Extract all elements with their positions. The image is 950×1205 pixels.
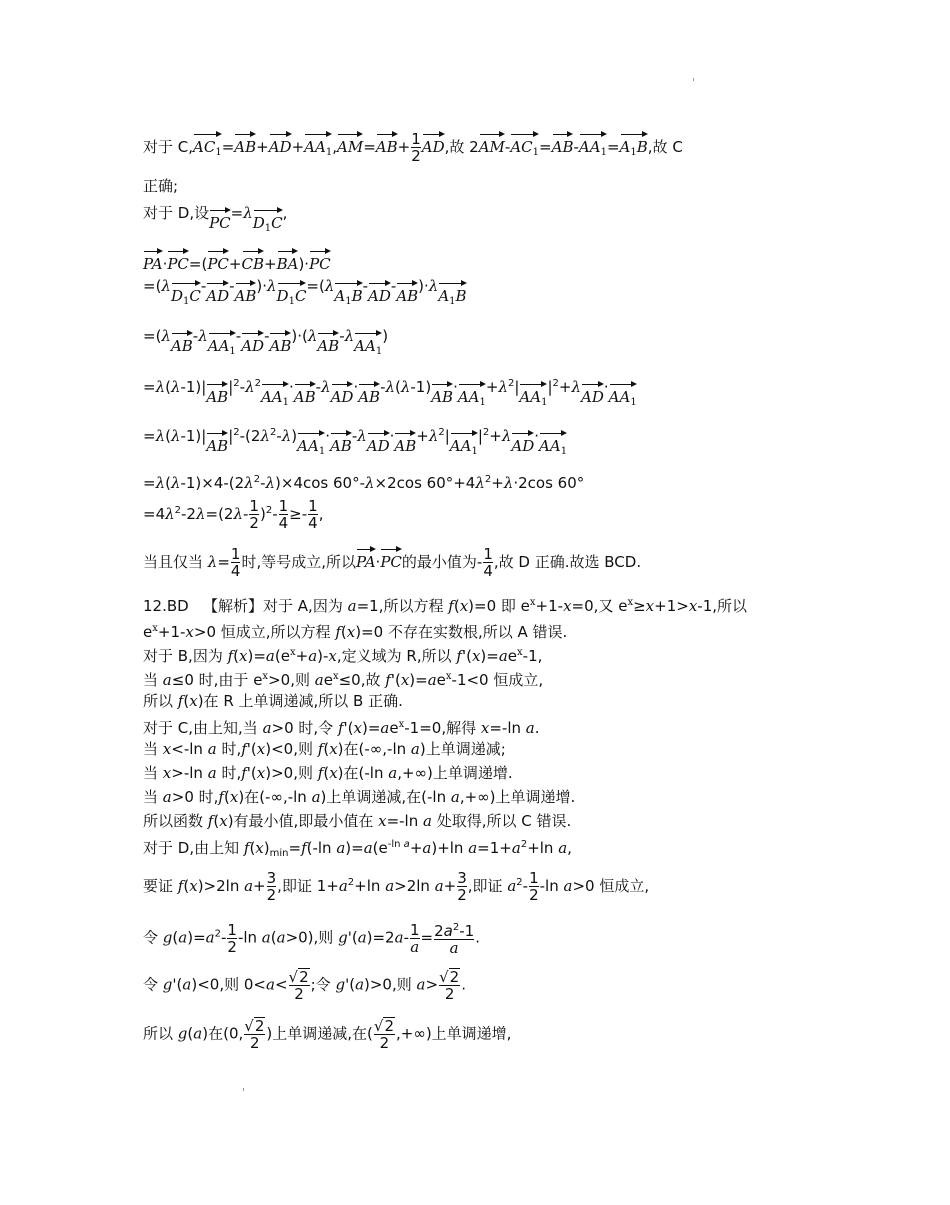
vector-PC: PC — [380, 546, 402, 572]
line-q12-b2: 当 a≤0 时,由于 $e^x>0$,则 $ae^x\le 0$,故 $f'(x)=ae^x-1<0$ 恒成立, — [143, 671, 544, 689]
vector-AD: AD — [269, 131, 292, 157]
fraction: $\frac{3}{2}$ — [457, 869, 467, 904]
vector-PA: PA — [356, 546, 376, 572]
text: 上单调递减; — [425, 740, 506, 758]
fraction: $\frac{1}{4}$ — [308, 497, 318, 532]
vector-PA: PA — [143, 248, 163, 274]
text: 时, — [221, 740, 242, 758]
line-d-7: $=4\lambda^2-2\lambda=(2\lambda-$ $\frac{1}{2}$ )$^2$- $\frac{1}{4}$ ≥- $\frac{1}{4}$ , — [143, 497, 324, 532]
vector-AB: AB — [206, 430, 228, 456]
line-d-3: =(λAB-λAA$_1$-AD-AB)·(λAB-λAA$_1$) — [143, 326, 388, 362]
text: 所以 — [143, 1024, 174, 1043]
vector-AB: AB — [394, 430, 416, 456]
text: 恒成立,所以方程 — [220, 623, 331, 641]
line-q12-b1: 对于 B,因为 $f(x)=a(e^x+a)-x$,定义域为 R,所以 $f'(x)=ae^x-1$, — [143, 647, 543, 665]
vector-AC1: $AC_1$ — [510, 131, 539, 163]
fraction: $\frac{√2}{2}$ — [288, 968, 309, 1003]
text: 即 — [500, 597, 516, 615]
text: 当 — [143, 740, 159, 758]
text: 有最小值,即最小值在 — [233, 812, 374, 830]
vector-D1C: $D_1C$ — [171, 280, 201, 312]
vector-D1C: $D_1C$ — [253, 207, 283, 239]
text: ,即证 — [277, 877, 312, 895]
text: 时, — [221, 764, 242, 782]
line-q12-d1: 对于 D,由上知 $f(x)_{min}=f(-\ln$ $a)=a(e^{-ln a}+a)+\ln$ $a=1+a^2+\ln$ a, — [143, 839, 572, 859]
text: 时,由于 — [198, 671, 249, 689]
fraction: $\frac{1}{2}$ — [411, 130, 421, 165]
vector-AA1: $AA_1$ — [539, 430, 567, 462]
text: 对于 A,因为 — [263, 597, 343, 615]
vector-A1B: $A_1B$ — [334, 280, 362, 312]
text: 对于 C,由上知,当 — [143, 719, 258, 737]
line-d-5: $=\lambda(\lambda-1)|AB|^2-(2\lambda^2-\lambda)AA_1\cdot AB-\lambda AD\cdot AB+\lambda^2|AA_1|^2+\lambda AD\cdot AA_1$ — [143, 423, 567, 462]
question-number: 12.BD — [143, 597, 189, 615]
text: 在 — [343, 740, 359, 758]
line-d-end: 当且仅当 λ= $\frac{1}{4}$ 时,等号成立,所以PA·PC的最小值为- $\frac{1}{4}$ ,故 D 正确.故选 BCD. — [143, 545, 642, 580]
vector-AB: AB — [552, 131, 574, 157]
vector-AA1: $AA_1$ — [304, 131, 332, 163]
fraction: $\frac{1}{a}$ — [409, 920, 420, 956]
text: 处取得,所以 C 错误. — [436, 812, 572, 830]
vector-AA1: $AA_1$ — [261, 381, 289, 413]
text: 所以方程 — [383, 597, 444, 615]
text: 对于 D,由上知 — [143, 839, 240, 857]
line-q12-d2: 要证 f(x)>2ln a+ $\frac{3}{2}$ ,即证 $1+a^2+\ln$ a>2ln a+ $\frac{3}{2}$ ,即证 $a^2-$ $\frac{1}{2}$ -ln a>0 恒成立, — [143, 869, 650, 904]
vector-AD: AD — [368, 280, 391, 306]
text: ,则 — [290, 671, 310, 689]
text: 时,令 — [298, 719, 334, 737]
vector-AD: AD — [367, 430, 390, 456]
fraction: $\frac{2a^2-1}{a}$ — [434, 922, 475, 957]
line-d-6: $=\lambda(\lambda-1)\times 4-(2\lambda^2-\lambda)\times 4\cos$ 60°-λ×2cos $60^\circ+4\lambda^2+\lambda\cdot 2\cos$ 60° — [143, 474, 585, 492]
vector-AB: AB — [269, 330, 291, 356]
text: ,即证 — [467, 877, 503, 895]
vector-AA1: $AA_1$ — [354, 330, 382, 362]
text: 要证 — [143, 877, 174, 895]
fraction: $\frac{√2}{2}$ — [439, 968, 460, 1003]
line-q12-a: 12.BD 【解析】对于 A,因为 a=1,所以方程 f(x)=0 即 $e^x+1-x=0$,又 $e^x\ge x+1>x-1$,所以 — [143, 597, 748, 615]
vector-PC: PC — [207, 248, 229, 274]
line-d-2: $=(\lambda D_1C-AD-AB)\cdot\lambda D_1C=(\lambda A_1B-AD-AB)\cdot\lambda A_1B$ — [143, 276, 467, 312]
vector-AD: AD — [206, 280, 229, 306]
line-q12-c4: 当 a>0 时,f(x)在(-∞,-ln a)上单调递减,在(-ln a,+∞)上单调递增. — [143, 788, 576, 806]
vector-AB: AB — [317, 330, 339, 356]
vector-AB: AB — [376, 131, 398, 157]
vector-AB: AB — [206, 381, 228, 407]
vector-AC1: $AC_1$ — [193, 131, 222, 163]
text: 在 — [208, 1024, 224, 1043]
text: ,则 — [219, 975, 240, 994]
text: 当 — [143, 764, 159, 782]
text: 恒成立, — [493, 671, 544, 689]
line-q12-a2: $e^x+1-x>0$ 恒成立,所以方程 f(x)=0 不存在实数根,所以 A 错误. — [143, 623, 568, 641]
line-q12-d3: 令 $g(a)=a^2-$ $\frac{1}{2}$ -ln a(a>0),则 g'(a)=2a- $\frac{1}{a}$ = $\frac{2a^2-1}{a}$ . — [143, 920, 480, 957]
fraction: $\frac{1}{2}$ — [529, 869, 539, 904]
line-d-4: $=\lambda(\lambda-1)|AB|^2-\lambda^2AA_1\cdot AB-\lambda AD\cdot AB-\lambda(\lambda-1)AB\cdot AA_1+\lambda^2|AA_1|^2+\lambda AD\cdot AA_1$ — [143, 374, 637, 413]
vector-AM: AM — [337, 131, 363, 157]
line-c-correct — [143, 176, 178, 196]
text: 的最小值为- — [401, 553, 483, 571]
text: 当 — [143, 671, 159, 689]
line-d-1: PA·PC=(PC+CB+BA)·PC — [143, 248, 331, 274]
text: 所以 — [143, 692, 174, 710]
fraction: $\frac{√2}{2}$ — [373, 1017, 394, 1052]
text: 对于 D,设 — [143, 204, 210, 222]
text: ,解得 — [441, 719, 477, 737]
analysis-label: 【解析】 — [203, 597, 264, 615]
text: 上单调递减,在 — [326, 788, 422, 806]
line-q12-d4: 令 g'(a)<0,则 0<a< $\frac{√2}{2}$ ;令 g'(a)>0,则 a> $\frac{√2}{2}$ . — [143, 968, 466, 1003]
text: ,故 D 正确.故选 BCD. — [493, 553, 642, 571]
corner-mark-top — [693, 78, 694, 81]
text: 所以 — [717, 597, 748, 615]
vector-AA1: $AA_1$ — [208, 330, 236, 362]
line-q12-b3: 所以 f(x)在 R 上单调递减,所以 B 正确. — [143, 692, 403, 710]
vector-AD: AD — [331, 381, 354, 407]
vector-PC: PC — [309, 248, 331, 274]
line-q12-c1: 对于 C,由上知,当 a>0 时,令 $f'(x)=ae^x-1=0$,解得 x=-ln a. — [143, 719, 540, 737]
line-q12-c3: 当 x>-ln a 时,f'(x)>0,则 f(x)在(-ln a,+∞)上单调递增. — [143, 764, 513, 782]
text: 上单调递增, — [431, 1024, 512, 1043]
vector-AD: AD — [422, 131, 445, 157]
vector-AB: AB — [171, 330, 193, 356]
vector-A1B: $A_1B$ — [438, 280, 466, 312]
vector-D1C: $D_1C$ — [277, 280, 307, 312]
text: 当且仅当 — [143, 553, 204, 571]
vector-AB: AB — [294, 381, 316, 407]
text: 故 C — [652, 138, 683, 156]
corner-mark-bottom — [243, 1088, 244, 1091]
text: 令 — [143, 928, 159, 947]
text: 又 — [598, 597, 614, 615]
vector-AA1: $AA_1$ — [519, 381, 547, 413]
text: 对于 B,因为 — [143, 647, 223, 665]
text: 正确; — [143, 177, 179, 195]
text: 时,等号成立,所以 — [241, 553, 356, 571]
line-q12-d5: 所以 g(a)在(0, $\frac{√2}{2}$ )上单调递减,在( $\frac{√2}{2}$ ,+∞)上单调递增, — [143, 1017, 512, 1052]
vector-BA: BA — [277, 248, 299, 274]
vector-AB: AB — [431, 381, 453, 407]
line-d-set: 对于 D,设$PC=\lambda D_1C$, — [143, 203, 287, 239]
text: ,则 — [293, 764, 313, 782]
text: 不存在实数根,所以 A 错误. — [387, 623, 568, 641]
vector-AA1: $AA_1$ — [450, 430, 478, 462]
line-q12-c5: 所以函数 f(x)有最小值,即最小值在 x=-ln a 处取得,所以 C 错误. — [143, 812, 572, 830]
text: ,故 — [360, 671, 381, 689]
vector-A1B: $A_1B$ — [620, 131, 648, 163]
vector-PC: PC — [209, 207, 231, 233]
text: 上单调递增. — [495, 788, 576, 806]
vector-AM: AM — [479, 131, 505, 157]
vector-AD: AD — [511, 430, 534, 456]
text: 当 — [143, 788, 159, 806]
text: 在 — [244, 788, 260, 806]
text: 所以函数 — [143, 812, 204, 830]
text: ;令 — [310, 975, 331, 994]
vector-AD: AD — [581, 381, 604, 407]
vector-AA1: $AA_1$ — [297, 430, 325, 462]
vector-AB: AB — [330, 430, 352, 456]
fraction: $\frac{1}{2}$ — [227, 920, 237, 956]
fraction: $\frac{3}{2}$ — [266, 869, 277, 904]
text: ,则 — [391, 975, 412, 994]
text: ,则 — [293, 740, 313, 758]
vector-AB: AB — [358, 381, 380, 407]
text: 上单调递增. — [432, 764, 513, 782]
text: 上单调递减,在 — [272, 1024, 368, 1043]
line-q12-c2: 当 x<-ln a 时,f'(x)<0,则 f(x)在(-∞,-ln a)上单调递减; — [143, 740, 506, 758]
fraction: $\frac{√2}{2}$ — [244, 1017, 265, 1052]
text: 故 — [449, 138, 465, 156]
vector-AA1: $AA_1$ — [579, 131, 607, 163]
vector-AB: AB — [234, 131, 256, 157]
vector-AB: AB — [396, 280, 418, 306]
text: 对于 C, — [143, 138, 194, 156]
fraction: $\frac{1}{2}$ — [249, 497, 259, 532]
text: ,定义域为 R,所以 — [336, 647, 452, 665]
text: 在 — [343, 764, 359, 782]
text: 时, — [198, 788, 219, 806]
fraction: $\frac{1}{4}$ — [230, 545, 241, 580]
vector-CB: CB — [242, 248, 265, 274]
line-c-intro: 对于 $C,AC_1=AB+AD+AA_1,AM=AB+$ $\frac{1}{2}$ AD,故 $2AM-AC_1=AB-AA_1=A_1B$,故 C — [143, 130, 683, 165]
text: ,则 — [313, 928, 334, 947]
vector-AB: AB — [235, 280, 257, 306]
fraction: $\frac{1}{4}$ — [483, 545, 493, 580]
fraction: $\frac{1}{4}$ — [278, 497, 289, 532]
vector-PC: PC — [167, 248, 189, 274]
text: 恒成立, — [599, 877, 650, 895]
vector-AA1: $AA_1$ — [609, 381, 637, 413]
text: 在 R 上单调递减,所以 B 正确. — [203, 692, 403, 710]
vector-AA1: $AA_1$ — [458, 381, 486, 413]
vector-AD: AD — [241, 330, 264, 356]
text: 令 — [143, 975, 159, 994]
